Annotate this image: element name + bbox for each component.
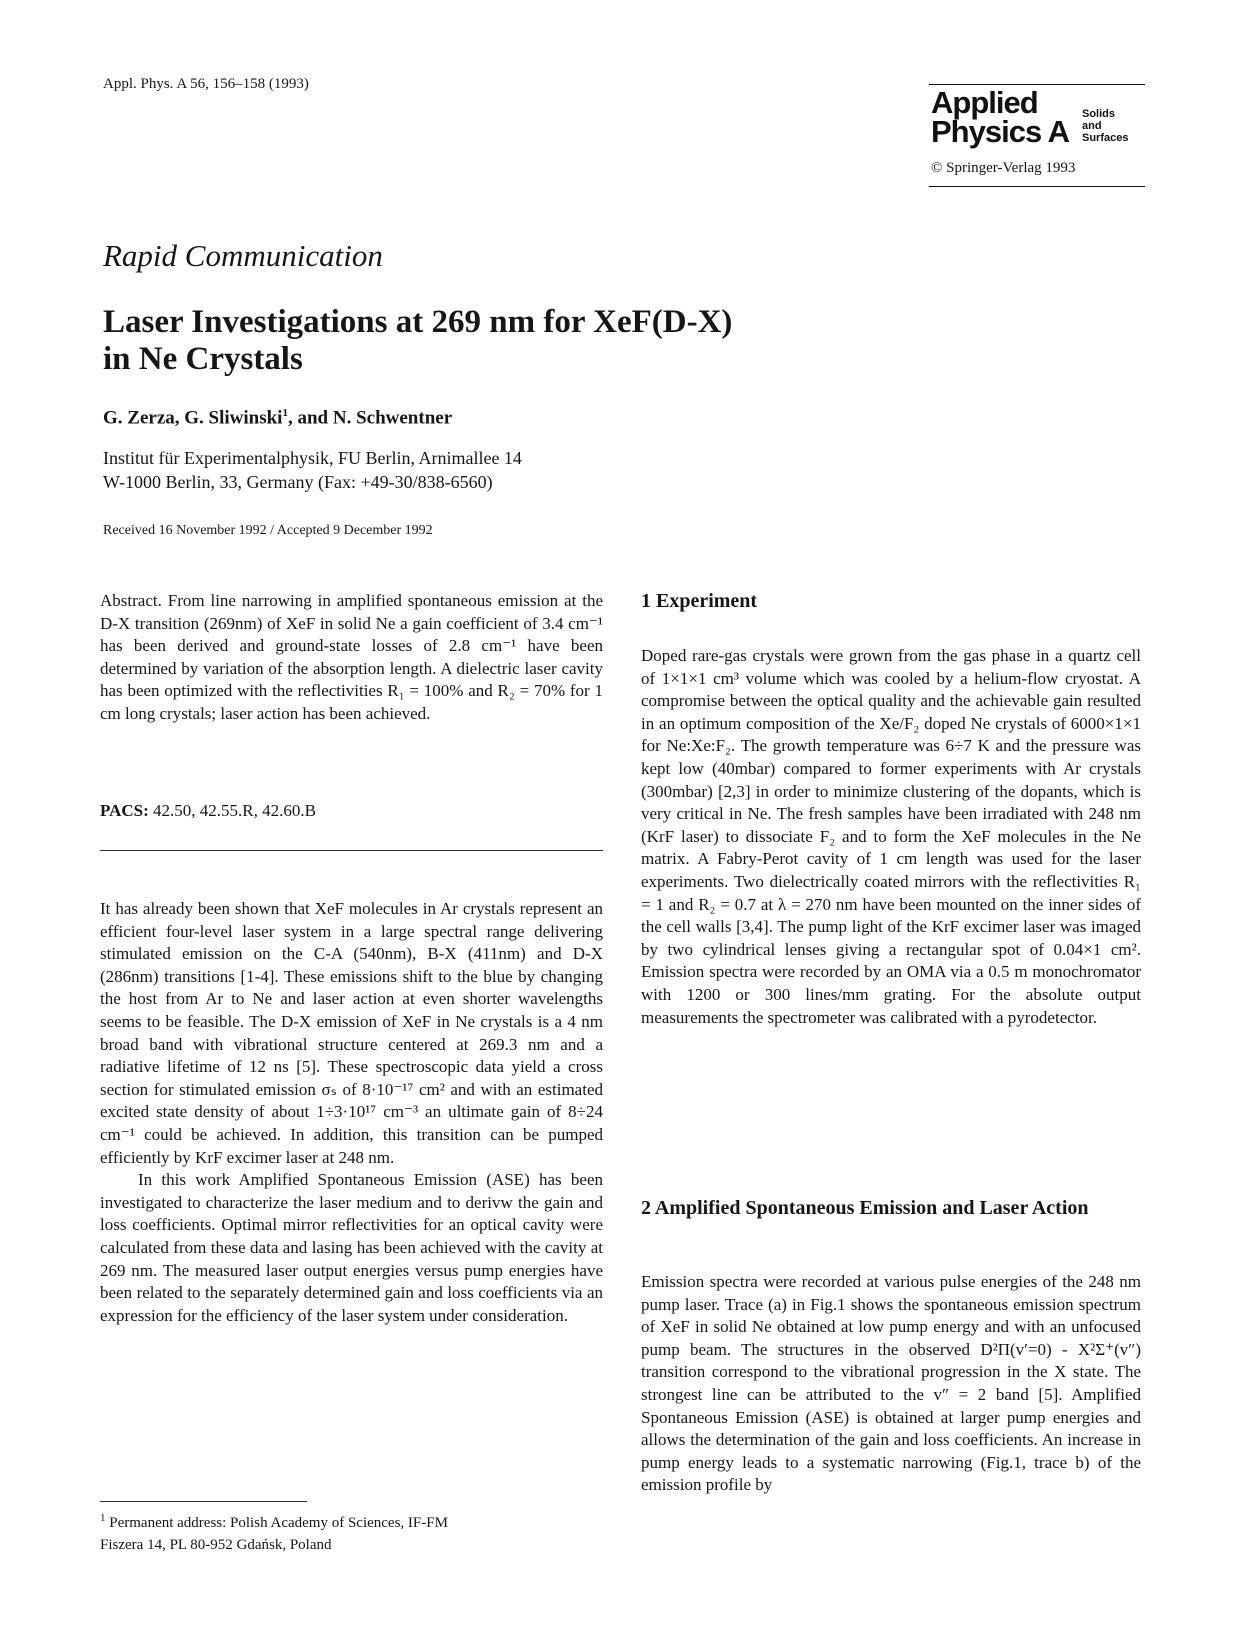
affiliation [103, 446, 522, 494]
affiliation-line-2: W-1000 Berlin, 33, Germany (Fax: +49-30/838-6560) [103, 472, 493, 492]
intro-paragraph-2: In this work Amplified Spontaneous Emission (ASE) has been investigated to characterize the laser medium and to derivw the gain and loss coefficients. Optimal mirror reflectivities for an optical cavity were calculated from these data and lasing has been achieved with the cavity at 269 nm. The measured laser output energies versus pump energies have been related to the separately determined gain and loss coefficients via an expression for the efficiency of the laser system under consideration. [100, 1170, 603, 1325]
authors-part-2: , and N. Schwentner [287, 407, 453, 429]
journal-section-line3: Surfaces [1082, 132, 1129, 144]
journal-name [931, 85, 1070, 149]
ase-text [641, 1271, 1141, 1497]
ase-paragraph: Emission spectra were recorded at various pulse energies of the 248 nm pump laser. Trace (a) in Fig.1 shows the spontaneous emission spectrum of XeF in solid Ne obtained at low pump energy and with an unfocused pump beam. The structures in the observed D²Π(v′=0) - X²Σ⁺(v″) transition correspond to the vibrational progression in the X state. The strongest line can be attributed to the v″ = 2 band [5]. Amplified Spontaneous Emission (ASE) is obtained at larger pump energies and allows the determination of the gain and loss coefficients. An increase in pump energy leads to a systematic narrowing (Fig.1, trace b) of the emission profile by [641, 1272, 1141, 1495]
logo-bottom-rule [929, 186, 1145, 187]
footnote [100, 1507, 448, 1556]
journal-section-line1: Solids [1082, 108, 1116, 120]
title-line-2: in Ne Crystals [103, 341, 303, 377]
journal-name-line2: Physics A [931, 114, 1070, 149]
section-heading-ase: 2 Amplified Spontaneous Emission and Laser Action [641, 1197, 1089, 1219]
author-list [103, 407, 452, 429]
title-line-1: Laser Investigations at 269 nm for XeF(D-X) [103, 304, 733, 340]
experiment-paragraph: Doped rare-gas crystals were grown from the gas phase in a quartz cell of 1×1×1 cm³ volume which was cooled by a helium-flow cryostat. A compromise between the optical quality and the achievable gain resulted in an optimum composition of the Xe/F₂ doped Ne crystals of 6000×1×1 for Ne:Xe:F₂. The growth temperature was 6÷7 K and the pressure was kept low (40mbar) compared to former experiments with Ar crystals (300mbar) [2,3] in order to minimize clustering of the dopants, which is very critical in Ne. The fresh samples have been irradiated with 248 nm (KrF laser) to dissociate F₂ and to form the XeF molecules in the Ne matrix. A Fabry-Perot cavity of 1 cm length was used for the laser experiments. Two dielectrically coated mirrors with the reflectivities R₁ = 1 and R₂ = 0.7 at λ = 270 nm have been mounted on the inner sides of the cell walls [3,4]. The pump light of the KrF excimer laser was imaged by two cylindrical lenses giving a rectangular spot of 0.04×1 cm². Emission spectra were recorded by an OMA via a 0.5 m monochromator with 1200 or 300 lines/mm grating. For the absolute output measurements the spectrometer was calibrated with a pyrodetector. [641, 646, 1141, 1027]
copyright: © Springer-Verlag 1993 [931, 160, 1076, 176]
journal-name-line1: Applied [931, 85, 1038, 120]
footnote-divider [100, 1501, 307, 1502]
footnote-text-1: Permanent address: Polish Academy of Sciences, IF-FM [105, 1515, 448, 1531]
abstract-text: From line narrowing in amplified spontaneous emission at the D-X transition (269nm) of XeF in solid Ne a gain coefficient of 3.4 cm⁻¹ has been derived and ground-state losses of 2.8 cm⁻¹ have been determined by variation of the absorption length. A dielectric laser cavity has been optimized with the reflectivities R₁ = 100% and R₂ = 70% for 1 cm long crystals; laser action has been achieved. [100, 591, 603, 723]
footnote-line-2: Fiszera 14, PL 80-952 Gdańsk, Poland [100, 1537, 332, 1553]
footnote-mark: 1 [100, 1512, 106, 1524]
journal-citation: Appl. Phys. A 56, 156–158 (1993) [103, 76, 309, 92]
footnote-line-1 [100, 1507, 448, 1534]
pacs-codes [100, 801, 316, 821]
experiment-text [641, 645, 1141, 1029]
pacs-label: PACS: [100, 801, 149, 820]
abstract-label: Abstract. [100, 591, 162, 610]
authors-part-1: G. Zerza, G. Sliwinski [103, 407, 283, 429]
article-title [103, 304, 732, 378]
article-type: Rapid Communication [103, 238, 383, 273]
abstract-divider [100, 850, 603, 851]
section-heading-experiment: 1 Experiment [641, 590, 758, 612]
introduction [100, 898, 603, 1327]
pacs-values: 42.50, 42.55.R, 42.60.B [148, 801, 316, 820]
author-footnote-mark: 1 [282, 407, 288, 419]
intro-paragraph-1: It has already been shown that XeF molecules in Ar crystals represent an efficient four-level laser system in a large spectral range delivering stimulated emission on the C-A (540nm), B-X (411nm) and D-X (286nm) transitions [1-4]. These emissions shift to the blue by changing the host from Ar to Ne and laser action at even shorter wavelengths seems to be feasible. The D-X emission of XeF in Ne crystals is a 4 nm broad band with vibrational structure centered at 269.3 nm and a radiative lifetime of 12 ns [5]. These spectroscopic data yield a cross section for stimulated emission σₛ of 8·10⁻¹⁷ cm² and with an estimated excited state density of about 1÷3·10¹⁷ cm⁻³ an ultimate gain of 8÷24 cm⁻¹ could be achieved. In addition, this transition can be pumped efficiently by KrF excimer laser at 248 nm. [100, 899, 603, 1167]
journal-section-line2: and [1082, 120, 1102, 132]
journal-section [1082, 108, 1128, 144]
abstract [100, 590, 603, 726]
affiliation-line-1: Institut für Experimentalphysik, FU Berlin, Arnimallee 14 [103, 448, 522, 468]
received-dates: Received 16 November 1992 / Accepted 9 December 1992 [103, 523, 433, 538]
